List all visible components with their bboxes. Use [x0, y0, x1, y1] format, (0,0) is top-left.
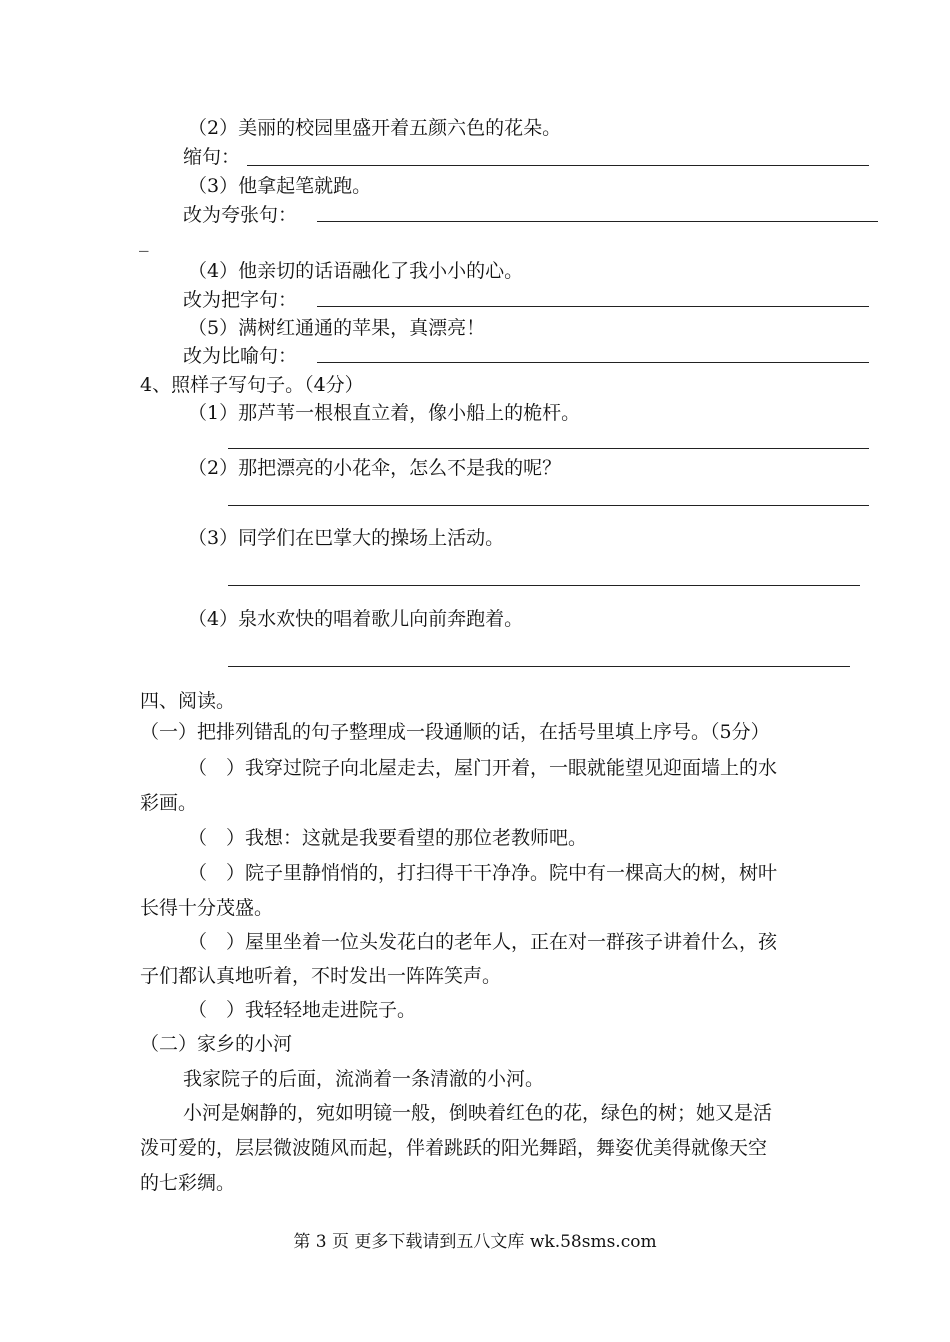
answer-line[interactable]: [247, 165, 869, 166]
passage-line: 泼可爱的，层层微波随风而起，伴着跳跃的阳光舞蹈，舞姿优美得就像天空: [140, 1137, 768, 1159]
passage-line: 的七彩绸。: [140, 1172, 236, 1194]
passage-line: 小河是娴静的，宛如明镜一般，倒映着红色的花，绿色的树；她又是活: [183, 1102, 773, 1124]
ordering-item-cont: 彩画。: [140, 792, 198, 814]
ordering-item-cont: 长得十分茂盛。: [140, 897, 274, 919]
q3-sentence-2: （2）美丽的校园里盛开着五颜六色的花朵。: [188, 117, 562, 139]
page-footer: 第 3 页 更多下载请到五八文库 wk.58sms.com: [293, 1232, 657, 1252]
part1-title: （一）把排列错乱的句子整理成一段通顺的话，在括号里填上序号。（5分）: [140, 721, 770, 743]
answer-line[interactable]: [317, 221, 878, 222]
q4-example-2: （2）那把漂亮的小花伞，怎么不是我的呢？: [188, 457, 562, 479]
q3-sentence-4: （4）他亲切的话语融化了我小小的心。: [188, 260, 524, 282]
ordering-item: （ ）我穿过院子向北屋走去，屋门开着，一眼就能望见迎面墙上的水: [188, 757, 778, 779]
q3-prompt-4: 改为把字句：: [183, 289, 298, 311]
section-title: 四、阅读。: [140, 690, 236, 712]
q4-example-3: （3）同学们在巴掌大的操场上活动。: [188, 527, 505, 549]
ordering-item-cont: 子们都认真地听着，不时发出一阵阵笑声。: [140, 965, 502, 987]
ordering-item: （ ）院子里静悄悄的，打扫得干干净净。院中有一棵高大的树，树叶: [188, 862, 778, 884]
ordering-item: （ ）我轻轻地走进院子。: [188, 999, 417, 1021]
q3-prompt-5: 改为比喻句：: [183, 345, 298, 367]
q3-sentence-3: （3）他拿起笔就跑。: [188, 175, 372, 197]
q4-title: 4、照样子写句子。（4分）: [140, 374, 364, 396]
q3-prompt-2: 缩句：: [183, 146, 241, 168]
answer-line[interactable]: [317, 306, 869, 307]
q4-example-4: （4）泉水欢快的唱着歌儿向前奔跑着。: [188, 608, 524, 630]
answer-line[interactable]: [228, 585, 860, 586]
answer-line[interactable]: [317, 362, 869, 363]
answer-line[interactable]: [228, 666, 850, 667]
answer-line[interactable]: [228, 448, 869, 449]
q3-sentence-5: （5）满树红通通的苹果，真漂亮！: [188, 317, 486, 339]
ordering-item: （ ）屋里坐着一位头发花白的老年人，正在对一群孩子讲着什么，孩: [188, 931, 778, 953]
passage-line: 我家院子的后面，流淌着一条清澈的小河。: [183, 1068, 545, 1090]
q3-prompt-3: 改为夸张句：: [183, 204, 298, 226]
q4-example-1: （1）那芦苇一根根直立着，像小船上的桅杆。: [188, 402, 581, 424]
ordering-item: （ ）我想：这就是我要看望的那位老教师吧。: [188, 827, 588, 849]
wrap-mark: _: [139, 230, 149, 252]
part2-title: （二）家乡的小河: [140, 1033, 293, 1055]
answer-line[interactable]: [228, 505, 869, 506]
